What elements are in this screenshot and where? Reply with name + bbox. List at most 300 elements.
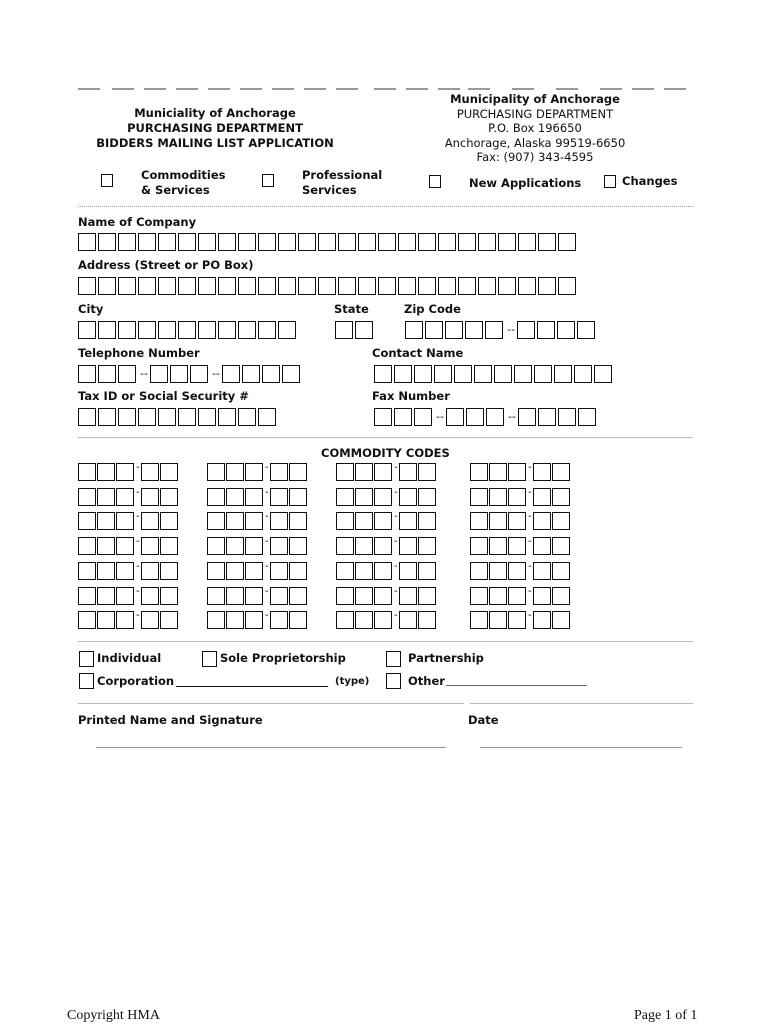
char-box[interactable] <box>289 512 307 530</box>
char-box[interactable] <box>207 611 225 629</box>
char-box[interactable] <box>552 488 570 506</box>
char-box[interactable] <box>178 277 196 295</box>
char-box[interactable] <box>160 562 178 580</box>
char-box[interactable] <box>158 277 176 295</box>
char-box[interactable] <box>470 587 488 605</box>
char-box[interactable] <box>198 277 216 295</box>
char-box[interactable] <box>489 463 507 481</box>
char-box[interactable] <box>438 277 456 295</box>
corporation-type-field[interactable] <box>176 686 328 687</box>
char-box[interactable] <box>245 537 263 555</box>
char-box[interactable] <box>489 562 507 580</box>
char-box[interactable] <box>141 611 159 629</box>
char-box[interactable] <box>270 611 288 629</box>
char-box[interactable] <box>489 537 507 555</box>
char-box[interactable] <box>336 463 354 481</box>
char-box[interactable] <box>245 562 263 580</box>
char-box[interactable] <box>399 562 417 580</box>
char-box[interactable] <box>98 365 116 383</box>
char-box[interactable] <box>116 537 134 555</box>
char-box[interactable] <box>418 611 436 629</box>
char-box[interactable] <box>418 277 436 295</box>
char-box[interactable] <box>207 463 225 481</box>
char-box[interactable] <box>141 488 159 506</box>
char-box[interactable] <box>374 463 392 481</box>
char-box[interactable] <box>534 365 552 383</box>
tax-id-input[interactable] <box>78 408 278 426</box>
char-box[interactable] <box>489 611 507 629</box>
char-box[interactable] <box>98 321 116 339</box>
char-box[interactable] <box>355 587 373 605</box>
char-box[interactable] <box>438 233 456 251</box>
char-box[interactable] <box>207 562 225 580</box>
commodities-checkbox[interactable] <box>101 174 113 187</box>
changes-checkbox[interactable] <box>604 175 616 188</box>
commodity-code-input[interactable] <box>78 463 179 481</box>
char-box[interactable] <box>508 488 526 506</box>
char-box[interactable] <box>514 365 532 383</box>
char-box[interactable] <box>394 365 412 383</box>
char-box[interactable] <box>485 321 503 339</box>
commodity-code-input[interactable] <box>470 611 571 629</box>
char-box[interactable] <box>558 408 576 426</box>
char-box[interactable] <box>336 537 354 555</box>
char-box[interactable] <box>178 233 196 251</box>
char-box[interactable] <box>141 562 159 580</box>
char-box[interactable] <box>533 587 551 605</box>
char-box[interactable] <box>355 512 373 530</box>
char-box[interactable] <box>557 321 575 339</box>
char-box[interactable] <box>533 488 551 506</box>
char-box[interactable] <box>97 512 115 530</box>
char-box[interactable] <box>374 537 392 555</box>
char-box[interactable] <box>518 408 536 426</box>
char-box[interactable] <box>405 321 423 339</box>
commodity-code-input[interactable] <box>78 562 179 580</box>
professional-services-checkbox[interactable] <box>262 174 274 187</box>
char-box[interactable] <box>378 277 396 295</box>
char-box[interactable] <box>270 463 288 481</box>
char-box[interactable] <box>116 587 134 605</box>
commodity-code-input[interactable] <box>207 488 308 506</box>
char-box[interactable] <box>289 537 307 555</box>
char-box[interactable] <box>258 408 276 426</box>
char-box[interactable] <box>238 321 256 339</box>
char-box[interactable] <box>97 537 115 555</box>
char-box[interactable] <box>278 277 296 295</box>
char-box[interactable] <box>446 408 464 426</box>
char-box[interactable] <box>418 463 436 481</box>
char-box[interactable] <box>533 463 551 481</box>
char-box[interactable] <box>378 233 396 251</box>
date-field[interactable] <box>480 747 682 748</box>
char-box[interactable] <box>138 408 156 426</box>
commodity-code-input[interactable] <box>78 587 179 605</box>
char-box[interactable] <box>454 365 472 383</box>
commodity-code-input[interactable] <box>207 537 308 555</box>
char-box[interactable] <box>238 277 256 295</box>
char-box[interactable] <box>138 321 156 339</box>
char-box[interactable] <box>116 512 134 530</box>
char-box[interactable] <box>470 488 488 506</box>
char-box[interactable] <box>118 321 136 339</box>
char-box[interactable] <box>418 537 436 555</box>
char-box[interactable] <box>262 365 280 383</box>
partnership-checkbox[interactable] <box>386 651 401 667</box>
char-box[interactable] <box>289 488 307 506</box>
char-box[interactable] <box>289 463 307 481</box>
char-box[interactable] <box>508 463 526 481</box>
char-box[interactable] <box>374 587 392 605</box>
char-box[interactable] <box>552 463 570 481</box>
char-box[interactable] <box>141 587 159 605</box>
char-box[interactable] <box>282 365 300 383</box>
char-box[interactable] <box>270 488 288 506</box>
char-box[interactable] <box>97 463 115 481</box>
commodity-code-input[interactable] <box>336 587 437 605</box>
commodity-code-input[interactable] <box>78 512 179 530</box>
char-box[interactable] <box>318 233 336 251</box>
char-box[interactable] <box>494 365 512 383</box>
individual-checkbox[interactable] <box>79 651 94 667</box>
char-box[interactable] <box>78 562 96 580</box>
commodity-code-input[interactable] <box>207 463 308 481</box>
char-box[interactable] <box>116 562 134 580</box>
char-box[interactable] <box>470 463 488 481</box>
commodity-code-input[interactable] <box>336 611 437 629</box>
char-box[interactable] <box>207 512 225 530</box>
char-box[interactable] <box>394 408 412 426</box>
char-box[interactable] <box>78 537 96 555</box>
char-box[interactable] <box>218 408 236 426</box>
char-box[interactable] <box>399 463 417 481</box>
char-box[interactable] <box>355 488 373 506</box>
char-box[interactable] <box>474 365 492 383</box>
char-box[interactable] <box>178 321 196 339</box>
char-box[interactable] <box>418 562 436 580</box>
char-box[interactable] <box>98 233 116 251</box>
char-box[interactable] <box>418 587 436 605</box>
char-box[interactable] <box>160 611 178 629</box>
char-box[interactable] <box>222 365 240 383</box>
char-box[interactable] <box>207 587 225 605</box>
commodity-code-input[interactable] <box>207 587 308 605</box>
char-box[interactable] <box>336 587 354 605</box>
char-box[interactable] <box>218 321 236 339</box>
commodity-code-input[interactable] <box>336 562 437 580</box>
char-box[interactable] <box>338 277 356 295</box>
char-box[interactable] <box>374 408 392 426</box>
char-box[interactable] <box>478 277 496 295</box>
char-box[interactable] <box>226 611 244 629</box>
char-box[interactable] <box>533 611 551 629</box>
char-box[interactable] <box>207 537 225 555</box>
new-applications-checkbox[interactable] <box>429 175 441 188</box>
char-box[interactable] <box>278 321 296 339</box>
commodity-code-input[interactable] <box>470 512 571 530</box>
char-box[interactable] <box>335 321 353 339</box>
char-box[interactable] <box>226 463 244 481</box>
char-box[interactable] <box>489 488 507 506</box>
char-box[interactable] <box>489 587 507 605</box>
company-name-input[interactable] <box>78 233 578 251</box>
char-box[interactable] <box>318 277 336 295</box>
char-box[interactable] <box>207 488 225 506</box>
char-box[interactable] <box>336 488 354 506</box>
char-box[interactable] <box>398 233 416 251</box>
char-box[interactable] <box>399 512 417 530</box>
char-box[interactable] <box>538 408 556 426</box>
char-box[interactable] <box>160 537 178 555</box>
char-box[interactable] <box>374 365 392 383</box>
char-box[interactable] <box>418 233 436 251</box>
char-box[interactable] <box>118 408 136 426</box>
char-box[interactable] <box>226 488 244 506</box>
char-box[interactable] <box>158 408 176 426</box>
corporation-checkbox[interactable] <box>79 673 94 689</box>
char-box[interactable] <box>577 321 595 339</box>
char-box[interactable] <box>160 512 178 530</box>
char-box[interactable] <box>338 233 356 251</box>
char-box[interactable] <box>470 562 488 580</box>
char-box[interactable] <box>458 277 476 295</box>
char-box[interactable] <box>398 277 416 295</box>
char-box[interactable] <box>118 233 136 251</box>
city-input[interactable] <box>78 321 298 339</box>
char-box[interactable] <box>552 512 570 530</box>
char-box[interactable] <box>160 463 178 481</box>
other-field[interactable] <box>446 685 587 686</box>
char-box[interactable] <box>118 365 136 383</box>
char-box[interactable] <box>245 587 263 605</box>
char-box[interactable] <box>198 321 216 339</box>
char-box[interactable] <box>245 512 263 530</box>
contact-name-input[interactable] <box>374 365 614 383</box>
char-box[interactable] <box>141 512 159 530</box>
char-box[interactable] <box>226 537 244 555</box>
char-box[interactable] <box>538 233 556 251</box>
char-box[interactable] <box>118 277 136 295</box>
char-box[interactable] <box>466 408 484 426</box>
char-box[interactable] <box>498 277 516 295</box>
char-box[interactable] <box>336 611 354 629</box>
char-box[interactable] <box>78 321 96 339</box>
char-box[interactable] <box>355 537 373 555</box>
char-box[interactable] <box>594 365 612 383</box>
char-box[interactable] <box>158 321 176 339</box>
char-box[interactable] <box>298 233 316 251</box>
char-box[interactable] <box>78 277 96 295</box>
char-box[interactable] <box>160 587 178 605</box>
fax-number-input[interactable] <box>374 408 598 426</box>
char-box[interactable] <box>170 365 188 383</box>
commodity-code-input[interactable] <box>78 537 179 555</box>
char-box[interactable] <box>489 512 507 530</box>
char-box[interactable] <box>258 233 276 251</box>
commodity-code-input[interactable] <box>207 611 308 629</box>
char-box[interactable] <box>465 321 483 339</box>
char-box[interactable] <box>425 321 443 339</box>
sole-proprietorship-checkbox[interactable] <box>202 651 217 667</box>
char-box[interactable] <box>498 233 516 251</box>
char-box[interactable] <box>470 611 488 629</box>
char-box[interactable] <box>552 587 570 605</box>
commodity-code-input[interactable] <box>336 488 437 506</box>
char-box[interactable] <box>508 611 526 629</box>
commodity-code-input[interactable] <box>470 488 571 506</box>
char-box[interactable] <box>226 587 244 605</box>
char-box[interactable] <box>355 611 373 629</box>
char-box[interactable] <box>374 611 392 629</box>
char-box[interactable] <box>150 365 168 383</box>
char-box[interactable] <box>508 512 526 530</box>
signature-field[interactable] <box>96 747 446 748</box>
commodity-code-input[interactable] <box>336 512 437 530</box>
char-box[interactable] <box>245 463 263 481</box>
char-box[interactable] <box>190 365 208 383</box>
char-box[interactable] <box>238 233 256 251</box>
char-box[interactable] <box>518 233 536 251</box>
char-box[interactable] <box>78 233 96 251</box>
char-box[interactable] <box>138 277 156 295</box>
char-box[interactable] <box>418 512 436 530</box>
char-box[interactable] <box>298 277 316 295</box>
char-box[interactable] <box>270 537 288 555</box>
char-box[interactable] <box>558 277 576 295</box>
char-box[interactable] <box>97 562 115 580</box>
char-box[interactable] <box>355 562 373 580</box>
commodity-code-input[interactable] <box>207 512 308 530</box>
char-box[interactable] <box>141 463 159 481</box>
char-box[interactable] <box>226 562 244 580</box>
address-input[interactable] <box>78 277 578 295</box>
char-box[interactable] <box>141 537 159 555</box>
char-box[interactable] <box>78 463 96 481</box>
char-box[interactable] <box>78 611 96 629</box>
char-box[interactable] <box>478 233 496 251</box>
char-box[interactable] <box>358 233 376 251</box>
char-box[interactable] <box>578 408 596 426</box>
char-box[interactable] <box>336 562 354 580</box>
char-box[interactable] <box>158 233 176 251</box>
char-box[interactable] <box>78 587 96 605</box>
char-box[interactable] <box>470 537 488 555</box>
char-box[interactable] <box>552 562 570 580</box>
char-box[interactable] <box>98 408 116 426</box>
char-box[interactable] <box>355 321 373 339</box>
char-box[interactable] <box>97 587 115 605</box>
char-box[interactable] <box>508 562 526 580</box>
other-checkbox[interactable] <box>386 673 401 689</box>
char-box[interactable] <box>278 233 296 251</box>
char-box[interactable] <box>574 365 592 383</box>
commodity-code-input[interactable] <box>470 463 571 481</box>
char-box[interactable] <box>138 233 156 251</box>
commodity-code-input[interactable] <box>470 587 571 605</box>
commodity-code-input[interactable] <box>78 611 179 629</box>
char-box[interactable] <box>160 488 178 506</box>
char-box[interactable] <box>533 512 551 530</box>
char-box[interactable] <box>258 277 276 295</box>
telephone-input[interactable] <box>78 365 302 383</box>
char-box[interactable] <box>98 277 116 295</box>
char-box[interactable] <box>508 587 526 605</box>
char-box[interactable] <box>552 611 570 629</box>
char-box[interactable] <box>538 277 556 295</box>
char-box[interactable] <box>242 365 260 383</box>
char-box[interactable] <box>198 408 216 426</box>
char-box[interactable] <box>374 512 392 530</box>
char-box[interactable] <box>97 611 115 629</box>
commodity-code-input[interactable] <box>336 463 437 481</box>
char-box[interactable] <box>558 233 576 251</box>
char-box[interactable] <box>399 537 417 555</box>
char-box[interactable] <box>399 488 417 506</box>
char-box[interactable] <box>97 488 115 506</box>
char-box[interactable] <box>78 408 96 426</box>
char-box[interactable] <box>258 321 276 339</box>
char-box[interactable] <box>470 512 488 530</box>
char-box[interactable] <box>245 488 263 506</box>
char-box[interactable] <box>336 512 354 530</box>
char-box[interactable] <box>355 463 373 481</box>
char-box[interactable] <box>533 537 551 555</box>
commodity-code-input[interactable] <box>78 488 179 506</box>
char-box[interactable] <box>414 408 432 426</box>
char-box[interactable] <box>78 488 96 506</box>
char-box[interactable] <box>238 408 256 426</box>
char-box[interactable] <box>289 587 307 605</box>
char-box[interactable] <box>198 233 216 251</box>
char-box[interactable] <box>486 408 504 426</box>
char-box[interactable] <box>178 408 196 426</box>
char-box[interactable] <box>270 512 288 530</box>
char-box[interactable] <box>116 488 134 506</box>
state-input[interactable] <box>335 321 375 339</box>
char-box[interactable] <box>374 562 392 580</box>
char-box[interactable] <box>270 587 288 605</box>
char-box[interactable] <box>358 277 376 295</box>
char-box[interactable] <box>245 611 263 629</box>
commodity-code-input[interactable] <box>207 562 308 580</box>
commodity-code-input[interactable] <box>336 537 437 555</box>
char-box[interactable] <box>418 488 436 506</box>
char-box[interactable] <box>218 277 236 295</box>
zip-input[interactable] <box>405 321 597 339</box>
char-box[interactable] <box>218 233 236 251</box>
char-box[interactable] <box>270 562 288 580</box>
char-box[interactable] <box>554 365 572 383</box>
char-box[interactable] <box>414 365 432 383</box>
char-box[interactable] <box>445 321 463 339</box>
char-box[interactable] <box>289 562 307 580</box>
char-box[interactable] <box>78 512 96 530</box>
char-box[interactable] <box>226 512 244 530</box>
char-box[interactable] <box>508 537 526 555</box>
char-box[interactable] <box>399 587 417 605</box>
char-box[interactable] <box>552 537 570 555</box>
char-box[interactable] <box>399 611 417 629</box>
char-box[interactable] <box>458 233 476 251</box>
char-box[interactable] <box>116 463 134 481</box>
char-box[interactable] <box>289 611 307 629</box>
char-box[interactable] <box>78 365 96 383</box>
char-box[interactable] <box>533 562 551 580</box>
char-box[interactable] <box>434 365 452 383</box>
char-box[interactable] <box>537 321 555 339</box>
commodity-code-input[interactable] <box>470 537 571 555</box>
char-box[interactable] <box>374 488 392 506</box>
